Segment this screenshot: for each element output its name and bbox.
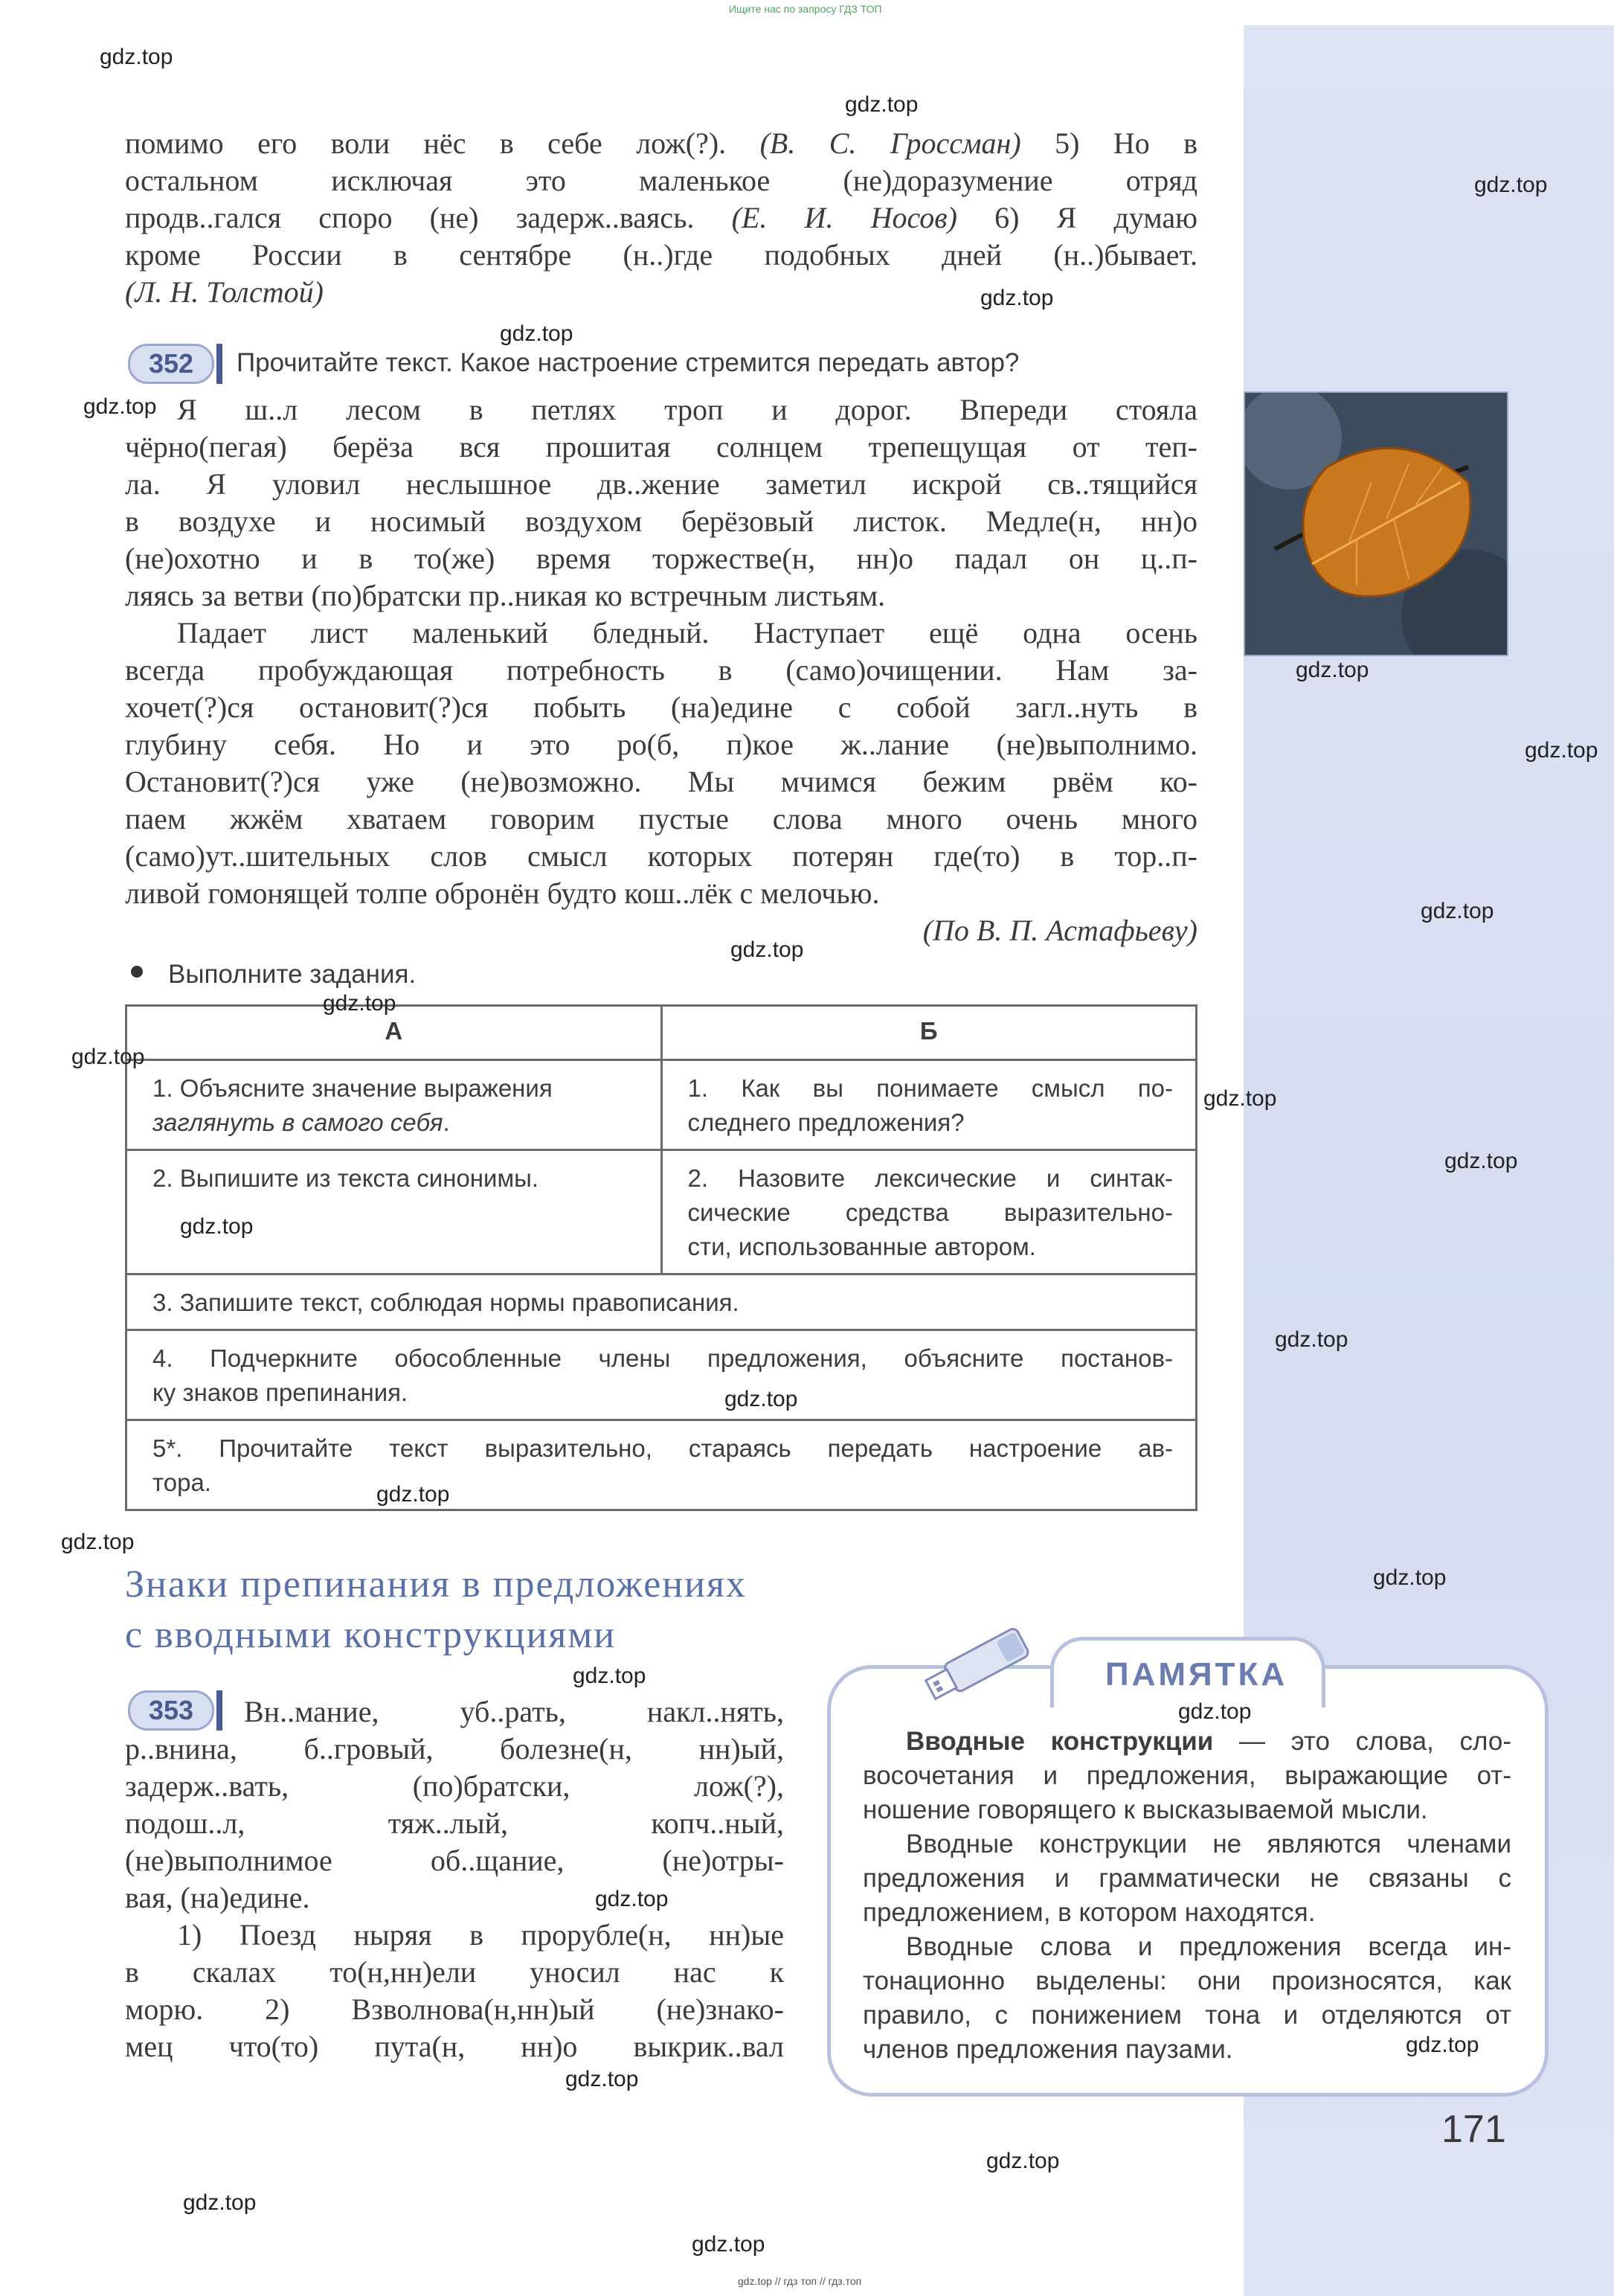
- task-b1: [661, 1060, 1197, 1150]
- section-heading-line-2: с вводными конструкциями: [125, 1614, 617, 1656]
- column-a-header: А: [126, 1006, 662, 1060]
- ex353-sentence-line: 1) Поезд ныряя в прорубле(н, нн)ые: [177, 1918, 784, 1952]
- task-5: [126, 1420, 1197, 1510]
- memo-line: предложения и грамматически не связаны с: [863, 1864, 1511, 1893]
- task-3: [126, 1274, 1197, 1330]
- cont-line-4: кроме России в сентябре (н..)где подобных дней (н..)бывает.: [125, 238, 1197, 272]
- exercise-352-question: Прочитайте текст. Какое настроение стремится передать автор?: [237, 348, 1020, 377]
- watermark: gdz.top: [183, 2190, 257, 2215]
- p2-line: Падает лист маленький бледный. Наступает ещё одна осень: [177, 616, 1197, 650]
- source-grossman: (В. С. Гроссман): [759, 126, 1021, 160]
- memo-line: восочетания и предложения, выражающие от-: [863, 1761, 1511, 1790]
- source-astafiev: (По В. П. Астафьеву): [922, 914, 1197, 947]
- cont-line-1: помимо его воли нёс в себе лож(?).: [125, 126, 760, 160]
- watermark: gdz.top: [61, 1530, 135, 1554]
- memo-definition: — это слова, сло-: [1213, 1727, 1511, 1756]
- p1-line: в воздухе и носимый воздухом берёзовый листок. Медле(н, нн)о: [125, 504, 1197, 538]
- usb-drive-icon: [916, 1622, 1043, 1704]
- task-a2: [126, 1150, 662, 1274]
- task-b1-line: следнего предложения?: [687, 1109, 965, 1136]
- memo-title: ПАМЯТКА: [1105, 1656, 1288, 1693]
- p2-line: Остановит(?)ся уже (не)возможно. Мы мчимся бежим рвём ко-: [125, 765, 1197, 798]
- ex353-line: Вн..мание, уб..рать, накл..нять,: [244, 1695, 784, 1728]
- source-tolstoy: (Л. Н. Толстой): [125, 275, 324, 309]
- task-a1-expression: заглянуть в самого себя: [152, 1109, 443, 1136]
- watermark: gdz.top: [724, 1387, 798, 1411]
- autumn-leaf-photo: [1244, 391, 1508, 656]
- task-b2-line: сти, использованные автором.: [687, 1233, 1036, 1260]
- watermark: gdz.top: [845, 92, 919, 117]
- memo-line: предложением, в котором находятся.: [863, 1898, 1316, 1927]
- p2-line: глубину себя. Но и это ро(б, п)кое ж..лание (не)выполнимо.: [125, 728, 1197, 761]
- watermark: gdz.top: [1275, 1327, 1348, 1352]
- watermark: gdz.top: [1474, 173, 1548, 197]
- memo-line: членов предложения паузами.: [863, 2035, 1233, 2064]
- watermark: gdz.top: [1444, 1149, 1518, 1173]
- p1-line: чёрно(пегая) берёза вся прошитая солнцем трепещущая от теп-: [125, 430, 1197, 464]
- ex353-line: вая, (на)едине.: [125, 1881, 310, 1914]
- top-note: Ищите нас по запросу ГДЗ ТОП: [729, 3, 882, 15]
- watermark: gdz.top: [83, 394, 157, 419]
- task-4-line: ку знаков препинания.: [152, 1379, 408, 1406]
- task-b2: [661, 1150, 1197, 1274]
- task-a1-text: 1. Объясните значение выражения: [152, 1074, 553, 1102]
- ex353-line: задерж..вать, (по)братски, лож(?),: [125, 1769, 784, 1803]
- p2-line: ливой гомонящей толпе обронён будто кош..лёк с мелочью.: [125, 876, 880, 910]
- ex353-sentence-line: мец что(то) пута(н, нн)о выкрик..вал: [125, 2030, 784, 2063]
- watermark: gdz.top: [1525, 738, 1598, 763]
- watermark: gdz.top: [1373, 1565, 1447, 1590]
- ex353-sentence-line: морю. 2) Взволнова(н,нн)ый (не)знако-: [125, 1992, 784, 2026]
- watermark: gdz.top: [1296, 658, 1369, 682]
- tasks-table: [125, 1004, 1197, 1511]
- tasks-intro: Выполните задания.: [168, 960, 417, 989]
- ex353-line: р..внина, б..гровый, болезне(н, нн)ый,: [125, 1732, 784, 1766]
- task-5-line: тора.: [152, 1469, 211, 1496]
- task-5-line: 5*. Прочитайте текст выразительно, стараясь передать настроение ав-: [152, 1434, 1173, 1462]
- watermark: gdz.top: [1178, 1699, 1252, 1724]
- p2-line: паем жжём хватаем говорим пустые слова много очень много: [125, 802, 1197, 836]
- ex353-line: (не)выполнимое об..щание, (не)отры-: [125, 1844, 784, 1877]
- section-heading-line-1: Знаки препинания в предложениях: [125, 1563, 747, 1606]
- task-a2-text: 2. Выпишите из текста синонимы.: [152, 1164, 539, 1192]
- watermark: gdz.top: [573, 1664, 646, 1688]
- watermark: gdz.top: [100, 45, 173, 69]
- leaf-image: [1245, 393, 1507, 655]
- exercise-352-number: 352: [128, 344, 214, 384]
- memo-term: Вводные конструкции: [906, 1727, 1214, 1756]
- memo-text: [863, 1725, 1511, 2067]
- watermark: gdz.top: [565, 2067, 639, 2091]
- memo-line: Вводные слова и предложения всегда ин-: [906, 1932, 1511, 1961]
- task-3-text: 3. Запишите текст, соблюдая нормы правописания.: [152, 1289, 739, 1316]
- bullet-icon: [131, 966, 143, 978]
- memo-line: правило, с понижением тона и отделяются от: [863, 2001, 1511, 2030]
- memo-line: [863, 1725, 1511, 1759]
- watermark: gdz.top: [986, 2149, 1060, 2173]
- p1-line: ла. Я уловил неслышное дв..жение заметил искрой св..тящийся: [125, 467, 1197, 501]
- cont-line-2: остальном исключая это маленькое (не)доразумение отряд: [125, 164, 1197, 197]
- watermark: gdz.top: [71, 1045, 145, 1069]
- watermark: gdz.top: [730, 937, 804, 962]
- task-b1-line: 1. Как вы понимаете смысл по-: [687, 1074, 1173, 1102]
- cont-line-3: продв..гался споро (не) задерж..ваясь.: [125, 201, 732, 234]
- watermark: gdz.top: [323, 991, 396, 1016]
- exercise-353-number: 353: [128, 1690, 214, 1731]
- ex353-line: подош..л, тяж..лый, копч..ный,: [125, 1806, 784, 1840]
- watermark: gdz.top: [980, 286, 1054, 310]
- p2-line: (само)ут..шительных слов смысл которых потерян где(то) в тор..п-: [125, 839, 1197, 873]
- memo-line: ношение говорящего к высказываемой мысли.: [863, 1795, 1428, 1824]
- exercise-353-words: [125, 1693, 784, 2065]
- watermark: gdz.top: [692, 2232, 765, 2257]
- cont-line-1b: 5) Но в: [1020, 126, 1198, 160]
- page-number: 171: [1441, 2108, 1506, 2151]
- ex353-sentence-line: в скалах то(н,нн)ели уносил нас к: [125, 1955, 784, 1989]
- watermark: gdz.top: [1406, 2033, 1479, 2057]
- bottom-note: gdz.top // гдз топ // гдз.топ: [738, 2275, 862, 2287]
- p2-line: хочет(?)ся остановит(?)ся побыть (на)едине с собой загл..нуть в: [125, 690, 1197, 724]
- watermark: gdz.top: [500, 321, 573, 346]
- task-a1: 1. Объясните значение выражения заглянуть в самого себя.: [126, 1060, 662, 1150]
- task-4: [126, 1330, 1197, 1420]
- p1-line: ляясь за ветви (по)братски пр..никая ко встречным листьям.: [125, 579, 886, 612]
- p1-line: Я ш..л лесом в петлях троп и дорог. Впереди стояла: [177, 393, 1197, 426]
- memo-line: тонационно выделены: они произносятся, как: [863, 1966, 1511, 1995]
- watermark: gdz.top: [595, 1887, 669, 1911]
- column-b-header: Б: [661, 1006, 1197, 1060]
- exercise-352-paragraph-1: [125, 391, 1197, 949]
- watermark: gdz.top: [180, 1214, 254, 1239]
- watermark: gdz.top: [376, 1482, 450, 1507]
- task-b2-line: 2. Назовите лексические и синтак-: [687, 1164, 1173, 1192]
- source-nosov: (Е. И. Носов): [731, 201, 957, 234]
- continuation-text: [125, 125, 1197, 311]
- task-4-line: 4. Подчеркните обособленные члены предложения, объясните постанов-: [152, 1344, 1173, 1372]
- watermark: gdz.top: [1421, 899, 1494, 923]
- p1-line: (не)охотно и в то(же) время торжестве(н, нн)о падал он ц..п-: [125, 542, 1197, 575]
- p2-line: всегда пробуждающая потребность в (само)очищении. Нам за-: [125, 653, 1197, 687]
- memo-line: Вводные конструкции не являются членами: [906, 1830, 1511, 1859]
- watermark: gdz.top: [1203, 1086, 1277, 1111]
- cont-line-3b: 6) Я думаю: [956, 201, 1198, 234]
- task-b2-line: сические средства выразительно-: [687, 1199, 1173, 1226]
